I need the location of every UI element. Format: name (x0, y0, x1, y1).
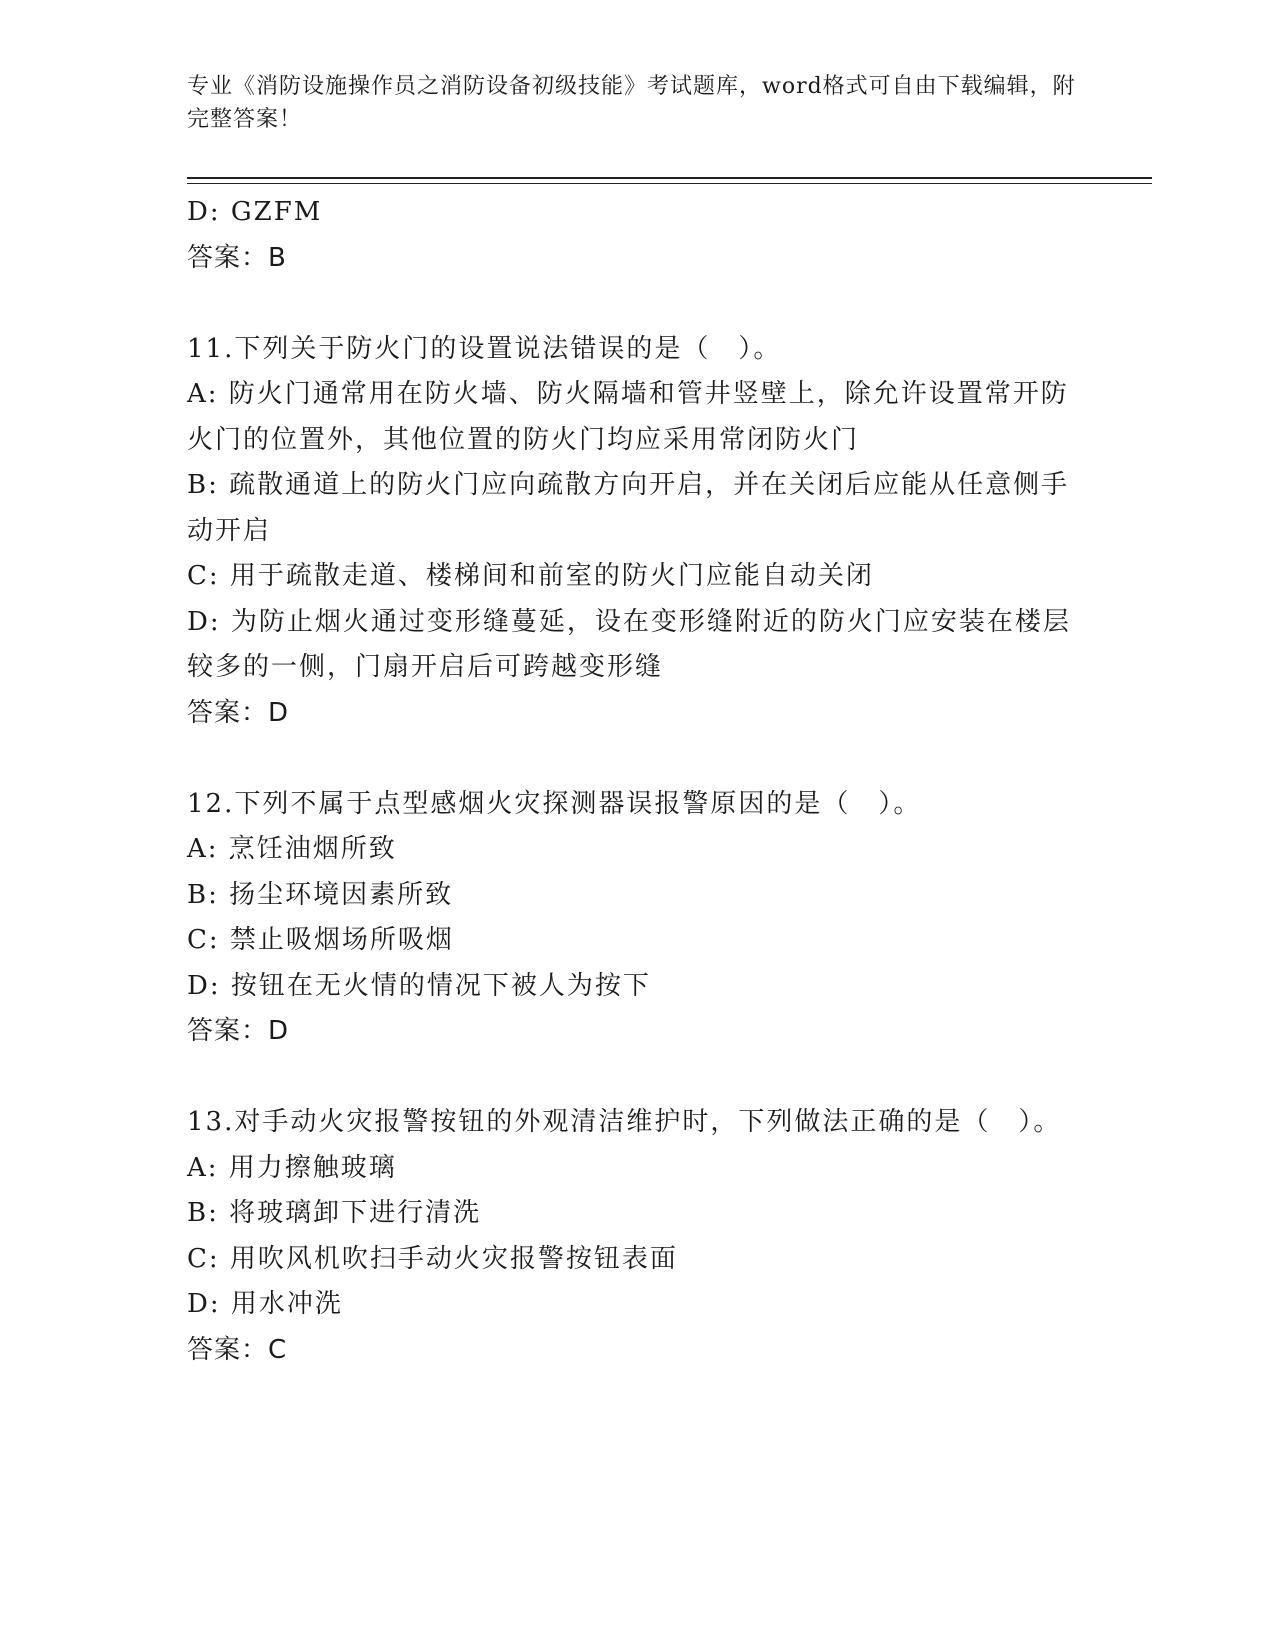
option-a: A: 用力擦触玻璃 (187, 1152, 397, 1183)
option-c: C: 用吹风机吹扫手动火灾报警按钮表面 (187, 1243, 678, 1274)
document-header (187, 70, 1087, 136)
question-12 (187, 782, 1087, 1055)
previous-question-tail (187, 190, 1087, 281)
header-text: 专业《消防设施操作员之消防设备初级技能》考试题库，word格式可自由下载编辑，附完整答案！ (187, 74, 1076, 132)
answer-line: 答案：D (187, 697, 290, 728)
option-c: C: 用于疏散走道、楼梯间和前室的防火门应能自动关闭 (187, 561, 874, 591)
answer-line: 答案：B (187, 242, 287, 273)
question-stem: 11.下列关于防火门的设置说法错误的是（ ）。 (187, 333, 782, 364)
option-b: B: 扬尘环境因素所致 (187, 879, 454, 910)
question-stem: 12.下列不属于点型感烟火灾探测器误报警原因的是（ ）。 (187, 788, 922, 819)
option-b: B: 将玻璃卸下进行清洗 (187, 1198, 482, 1228)
option-a: A: 防火门通常用在防火墙、防火隔墙和管井竖壁上，除允许设置常开防火门的位置外，其他位置的防火门均应采用常闭防火门 (187, 379, 1069, 455)
option-a: A: 烹饪油烟所致 (187, 834, 397, 864)
option-d: D: 用水冲洗 (187, 1289, 343, 1319)
answer-line: 答案：D (187, 1016, 290, 1046)
answer-line: 答案：C (187, 1334, 288, 1365)
question-13 (187, 1100, 1087, 1373)
option-b: B: 疏散通道上的防火门应向疏散方向开启，并在关闭后应能从任意侧手动开启 (187, 470, 1070, 546)
header-divider-thick (187, 177, 1152, 179)
option-d: D: 为防止烟火通过变形缝蔓延，设在变形缝附近的防火门应安装在楼层较多的一侧，门扇开启后可跨越变形缝 (187, 606, 1071, 682)
question-stem: 13.对手动火灾报警按钮的外观清洁维护时，下列做法正确的是（ ）。 (187, 1107, 1062, 1137)
option-d: D: GZFM (187, 197, 323, 227)
option-d: D: 按钮在无火情的情况下被人为按下 (187, 970, 651, 1001)
question-list (187, 190, 1087, 1373)
option-c: C: 禁止吸烟场所吸烟 (187, 925, 454, 955)
header-divider-thin (187, 183, 1152, 184)
question-11 (187, 327, 1087, 737)
